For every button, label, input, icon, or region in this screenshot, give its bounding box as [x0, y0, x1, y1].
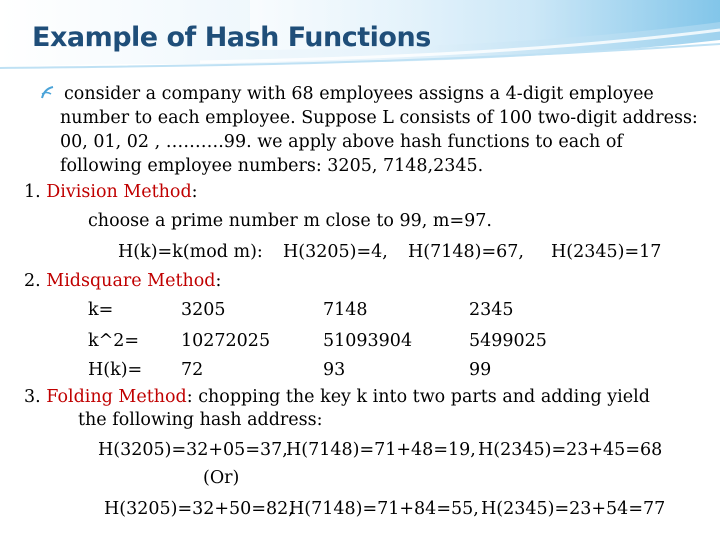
folding-description: : chopping the key k into two parts and adding yield — [186, 387, 650, 407]
midsquare-row-label: k= — [88, 300, 114, 320]
folding-number: 3. — [24, 387, 41, 407]
division-result-2: H(7148)=67, — [408, 242, 524, 262]
division-formula: H(k)=k(mod m): — [118, 242, 263, 262]
division-number: 1. — [24, 182, 41, 202]
division-method-name: Division Method — [46, 182, 192, 202]
folding-alt-result: H(3205)=32+50=82, — [104, 499, 294, 519]
division-step: choose a prime number m close to 99, m=97. — [88, 211, 492, 231]
folding-method-name: Folding Method — [46, 387, 187, 407]
intro-line-1: consider a company with 68 employees assigns a 4-digit employee — [64, 84, 654, 104]
folding-heading — [24, 386, 650, 408]
bullet-icon — [40, 85, 54, 101]
midsquare-cell: 51093904 — [323, 331, 413, 351]
division-result-3: H(2345)=17 — [551, 242, 662, 262]
midsquare-row-label: H(k)= — [88, 360, 143, 380]
division-suffix: : — [191, 182, 198, 202]
midsquare-cell: 2345 — [469, 300, 514, 320]
midsquare-cell: 3205 — [181, 300, 226, 320]
intro-line-4: following employee numbers: 3205, 7148,2345. — [60, 156, 484, 176]
midsquare-cell: 72 — [181, 360, 204, 380]
intro-line-3: 00, 01, 02 , ……….99. we apply above hash functions to each of — [60, 132, 623, 152]
midsquare-row-label: k^2= — [88, 331, 140, 351]
midsquare-number: 2. — [24, 271, 41, 291]
midsquare-heading — [24, 270, 221, 292]
folding-result: H(3205)=32+05=37, — [98, 440, 288, 460]
midsquare-cell: 99 — [469, 360, 492, 380]
folding-alt-result: H(7148)=71+84=55, — [289, 499, 479, 519]
midsquare-cell: 5499025 — [469, 331, 547, 351]
division-heading — [24, 181, 198, 203]
division-result-1: H(3205)=4, — [283, 242, 388, 262]
folding-or: (Or) — [203, 468, 240, 488]
intro-line-2: number to each employee. Suppose L consists of 100 two-digit address: — [60, 108, 698, 128]
midsquare-suffix: : — [215, 271, 222, 291]
midsquare-cell: 10272025 — [181, 331, 271, 351]
folding-alt-result: H(2345)=23+54=77 — [481, 499, 666, 519]
midsquare-cell: 7148 — [323, 300, 368, 320]
folding-description-line-2: the following hash address: — [78, 410, 323, 430]
folding-result: H(2345)=23+45=68 — [478, 440, 663, 460]
midsquare-cell: 93 — [323, 360, 346, 380]
slide-title: Example of Hash Functions — [32, 22, 431, 53]
folding-result: H(7148)=71+48=19, — [286, 440, 476, 460]
midsquare-method-name: Midsquare Method — [46, 271, 216, 291]
